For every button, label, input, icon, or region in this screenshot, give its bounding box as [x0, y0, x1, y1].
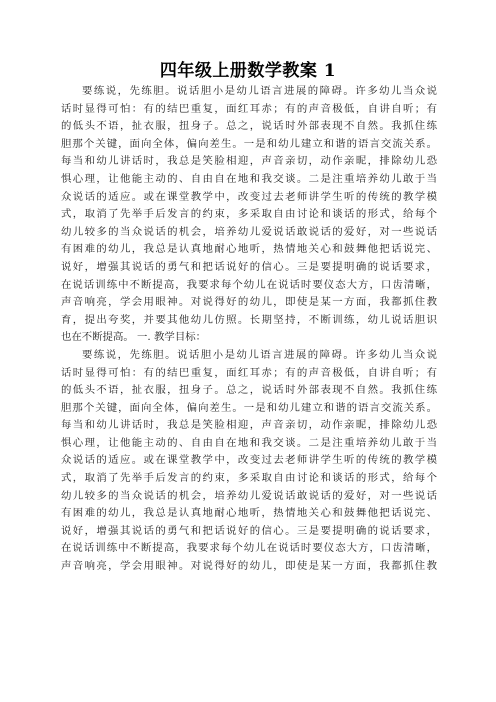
body-text-line: 说好，增强其说话的勇气和把话说好的信心。三是要提明确的说话要求，	[61, 260, 437, 273]
body-text-line: 有困难的幼儿，我总是认真地耐心地听，热情地关心和鼓舞他把话说完、	[61, 507, 437, 520]
body-text-line: 话时显得可怕：有的结巴重复，面红耳赤；有的声音极低，自讲自听；有	[61, 102, 437, 115]
body-text-line: 在说话训练中不断提高，我要求每个幼儿在说话时要仪态大方，口齿清晰，	[61, 278, 437, 291]
body-text-line: 要练说，先练胆。说话胆小是幼儿语言进展的障碍。许多幼儿当众说	[82, 85, 437, 97]
body-text-line: 声音响亮，学会用眼神。对说得好的幼儿，即使是某一方面，我都抓住教	[61, 560, 437, 573]
document-title: 四年级上册数学教案 1	[159, 61, 337, 81]
body-text-line: 话时显得可怕：有的结巴重复，面红耳赤；有的声音极低，自讲自听；有	[61, 366, 437, 379]
body-text-line: 胆那个关键，面向全体，偏向差生。一是和幼儿建立和谐的语言交流关系。	[61, 137, 437, 150]
body-text-line: 每当和幼儿讲话时，我总是笑脸相迎，声音亲切，动作亲昵，排除幼儿恐	[61, 155, 437, 168]
body-text-line: 幼儿较多的当众说话的机会，培养幼儿爱说话敢说话的爱好，对一些说话	[61, 489, 437, 502]
body-text-line: 式，取消了先举手后发言的约束，多采取自由讨论和谈话的形式，给每个	[61, 208, 437, 221]
document-body	[61, 83, 437, 576]
body-text-line: 在说话训练中不断提高，我要求每个幼儿在说话时要仪态大方，口齿清晰，	[61, 542, 437, 555]
body-text-line: 也在不断提高。 一. 教学目标：	[61, 331, 206, 344]
body-text-line: 声音响亮，学会用眼神。对说得好的幼儿，即使是某一方面，我都抓住教	[61, 296, 437, 309]
body-text-line: 惧心理，让他能主动的、自由自在地和我交谈。二是注重培养幼儿敢于当	[61, 172, 437, 185]
body-text-line: 的低头不语，扯衣服，扭身子。总之，说话时外部表现不自然。我抓住练	[61, 384, 437, 397]
body-text-line: 式，取消了先举手后发言的约束，多采取自由讨论和谈话的形式，给每个	[61, 472, 437, 485]
body-text-line: 众说话的适应。或在课堂教学中，改变过去老师讲学生听的传统的教学模	[61, 454, 437, 467]
body-text-line: 要练说，先练胆。说话胆小是幼儿语言进展的障碍。许多幼儿当众说	[82, 348, 437, 361]
body-text-line: 胆那个关键，面向全体，偏向差生。一是和幼儿建立和谐的语言交流关系。	[61, 401, 437, 414]
body-text-line: 有困难的幼儿，我总是认真地耐心地听，热情地关心和鼓舞他把话说完、	[61, 243, 437, 256]
body-text-line: 每当和幼儿讲话时，我总是笑脸相迎，声音亲切，动作亲昵，排除幼儿恐	[61, 419, 437, 432]
body-text-line: 幼儿较多的当众说话的机会，培养幼儿爱说话敢说话的爱好，对一些说话	[61, 225, 437, 238]
body-text-line: 众说话的适应。或在课堂教学中，改变过去老师讲学生听的传统的教学模	[61, 190, 437, 203]
body-text-line: 的低头不语，扯衣服，扭身子。总之，说话时外部表现不自然。我抓住练	[61, 120, 437, 133]
body-text-line: 育，提出夸奖，并要其他幼儿仿照。长期坚持，不断训练，幼儿说话胆识	[61, 313, 437, 326]
body-text-line: 说好，增强其说话的勇气和把话说好的信心。三是要提明确的说话要求，	[61, 524, 437, 537]
body-text-line: 惧心理，让他能主动的、自由自在地和我交谈。二是注重培养幼儿敢于当	[61, 436, 437, 449]
